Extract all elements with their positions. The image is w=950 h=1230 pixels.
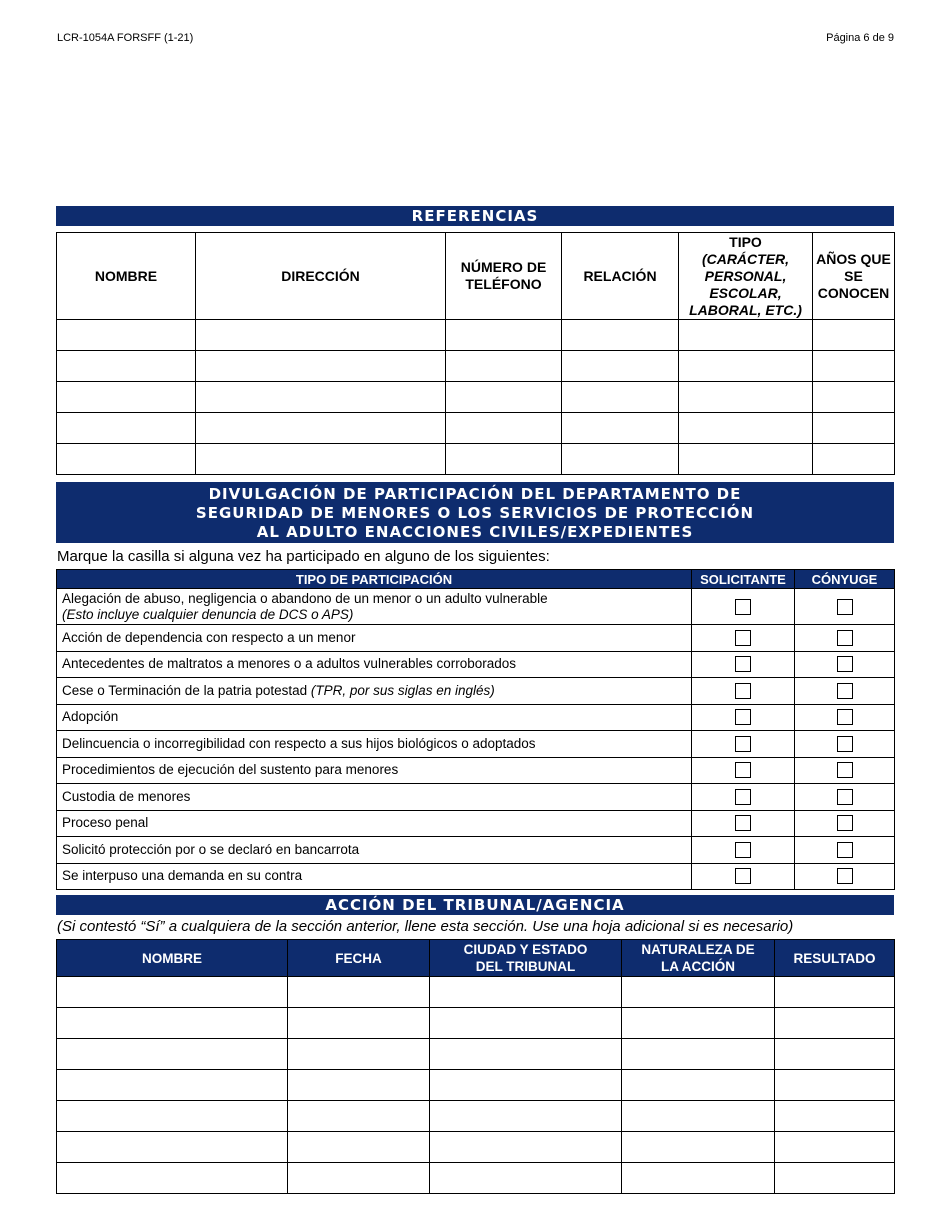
participation-label-text: Antecedentes de maltratos a menores o a adultos vulnerables corroborados — [62, 656, 517, 672]
col-relation: RELACIÓN — [562, 233, 679, 320]
court-nature-field[interactable] — [622, 1070, 775, 1101]
participation-row — [57, 784, 895, 811]
spouse-checkbox[interactable] — [837, 789, 853, 805]
applicant-checkbox-cell — [692, 678, 795, 705]
court-city-field[interactable] — [430, 1008, 622, 1039]
reference-years-field[interactable] — [813, 444, 895, 475]
applicant-checkbox-cell — [692, 837, 795, 864]
spouse-checkbox[interactable] — [837, 868, 853, 884]
col-phone: NÚMERO DE TELÉFONO — [446, 233, 562, 320]
court-name-field[interactable] — [57, 1070, 288, 1101]
participation-label-text: Adopción — [62, 709, 119, 725]
court-result-field[interactable] — [775, 977, 895, 1008]
col-type-detail: (CARÁCTER, PERSONAL, ESCOLAR, LABORAL, ETC.) — [689, 250, 802, 318]
participation-label-text: Proceso penal — [62, 815, 149, 831]
disclosure-title-line2: SEGURIDAD DE MENORES O LOS SERVICIOS DE PROTECCIÓN — [195, 504, 755, 522]
applicant-checkbox-cell — [692, 757, 795, 784]
applicant-checkbox-cell — [692, 651, 795, 678]
court-action-row — [57, 1132, 895, 1163]
participation-row — [57, 651, 895, 678]
court-nature-field[interactable] — [622, 977, 775, 1008]
court-nature-field[interactable] — [622, 1132, 775, 1163]
spouse-checkbox[interactable] — [837, 656, 853, 672]
reference-address-field[interactable] — [196, 351, 446, 382]
court-result-field[interactable] — [775, 1039, 895, 1070]
reference-name-field[interactable] — [57, 444, 196, 475]
reference-relation-field[interactable] — [562, 382, 679, 413]
reference-phone-field[interactable] — [446, 444, 562, 475]
court-city-field[interactable] — [430, 1039, 622, 1070]
reference-phone-field[interactable] — [446, 413, 562, 444]
court-action-row — [57, 1008, 895, 1039]
court-name-field[interactable] — [57, 1039, 288, 1070]
col-type — [679, 233, 813, 320]
participation-row — [57, 863, 895, 890]
participation-note: (TPR, por sus siglas en inglés) — [310, 682, 495, 698]
applicant-checkbox[interactable] — [735, 683, 751, 699]
reference-phone-field[interactable] — [446, 351, 562, 382]
reference-name-field[interactable] — [57, 320, 196, 351]
spouse-checkbox[interactable] — [837, 842, 853, 858]
reference-address-field[interactable] — [196, 413, 446, 444]
reference-type-field[interactable] — [679, 320, 813, 351]
reference-address-field[interactable] — [196, 320, 446, 351]
reference-years-field[interactable] — [813, 413, 895, 444]
applicant-checkbox[interactable] — [735, 599, 751, 615]
spouse-checkbox[interactable] — [837, 762, 853, 778]
court-result-field[interactable] — [775, 1070, 895, 1101]
col-court-nature-line2: LA ACCIÓN — [661, 959, 735, 974]
reference-row — [57, 444, 895, 475]
spouse-checkbox[interactable] — [837, 709, 853, 725]
applicant-checkbox[interactable] — [735, 656, 751, 672]
col-court-city — [430, 940, 622, 977]
spouse-checkbox-cell — [795, 784, 895, 811]
participation-row — [57, 678, 895, 705]
applicant-checkbox[interactable] — [735, 789, 751, 805]
reference-years-field[interactable] — [813, 351, 895, 382]
court-name-field[interactable] — [57, 1008, 288, 1039]
page-number: Página 6 de 9 — [826, 32, 894, 44]
applicant-checkbox-cell — [692, 784, 795, 811]
court-action-row — [57, 1039, 895, 1070]
participation-label-text: Custodia de menores — [62, 788, 191, 804]
applicant-checkbox-cell — [692, 625, 795, 652]
col-participation-type: TIPO DE PARTICIPACIÓN — [57, 570, 692, 589]
applicant-checkbox-cell — [692, 731, 795, 758]
participation-label — [57, 784, 692, 811]
col-court-city-line1: CIUDAD Y ESTADO — [463, 942, 588, 957]
col-court-nature-line1: NATURALEZA DE — [641, 942, 755, 957]
applicant-checkbox[interactable] — [735, 630, 751, 646]
reference-address-field[interactable] — [196, 382, 446, 413]
disclosure-instruction: Marque la casilla si alguna vez ha participado en alguno de los siguientes: — [57, 548, 550, 565]
participation-label — [57, 589, 692, 625]
col-spouse: CÓNYUGE — [795, 570, 895, 589]
reference-type-field[interactable] — [679, 444, 813, 475]
participation-row — [57, 757, 895, 784]
col-address: DIRECCIÓN — [196, 233, 446, 320]
court-date-field[interactable] — [288, 1008, 430, 1039]
court-action-row — [57, 977, 895, 1008]
court-action-table — [56, 939, 895, 1194]
reference-type-field[interactable] — [679, 351, 813, 382]
spouse-checkbox-cell — [795, 757, 895, 784]
disclosure-header — [56, 482, 894, 543]
participation-label-text: Solicitó protección por o se declaró en bancarrota — [62, 841, 360, 857]
court-date-field[interactable] — [288, 1132, 430, 1163]
court-nature-field[interactable] — [622, 1101, 775, 1132]
spouse-checkbox-cell — [795, 625, 895, 652]
applicant-checkbox[interactable] — [735, 709, 751, 725]
reference-name-field[interactable] — [57, 382, 196, 413]
participation-label — [57, 731, 692, 758]
court-city-field[interactable] — [430, 1163, 622, 1194]
participation-label — [57, 810, 692, 837]
spouse-checkbox[interactable] — [837, 599, 853, 615]
reference-row — [57, 320, 895, 351]
reference-years-field[interactable] — [813, 320, 895, 351]
references-header: REFERENCIAS — [56, 206, 894, 226]
col-court-nature — [622, 940, 775, 977]
participation-label-text: Alegación de abuso, negligencia o abandono de un menor o un adulto vulnerable — [62, 590, 548, 606]
participation-label — [57, 704, 692, 731]
applicant-checkbox[interactable] — [735, 762, 751, 778]
spouse-checkbox-cell — [795, 678, 895, 705]
reference-row — [57, 382, 895, 413]
col-applicant: SOLICITANTE — [692, 570, 795, 589]
col-type-label: TIPO — [729, 233, 762, 250]
court-nature-field[interactable] — [622, 1163, 775, 1194]
applicant-checkbox-cell — [692, 589, 795, 625]
reference-relation-field[interactable] — [562, 351, 679, 382]
reference-type-field[interactable] — [679, 413, 813, 444]
participation-note: (Esto incluye cualquier denuncia de DCS o APS) — [62, 606, 354, 622]
spouse-checkbox-cell — [795, 810, 895, 837]
disclosure-title-line3: AL ADULTO ENACCIONES CIVILES/EXPEDIENTES — [256, 523, 694, 541]
court-date-field[interactable] — [288, 1070, 430, 1101]
participation-row — [57, 810, 895, 837]
applicant-checkbox[interactable] — [735, 815, 751, 831]
court-name-field[interactable] — [57, 1101, 288, 1132]
participation-header-row — [57, 570, 895, 589]
participation-label — [57, 625, 692, 652]
court-date-field[interactable] — [288, 1101, 430, 1132]
participation-label-text: Delincuencia o incorregibilidad con respecto a sus hijos biológicos o adoptados — [62, 735, 536, 751]
reference-phone-field[interactable] — [446, 320, 562, 351]
court-city-field[interactable] — [430, 1132, 622, 1163]
participation-label-text: Procedimientos de ejecución del sustento para menores — [62, 762, 399, 778]
court-date-field[interactable] — [288, 1163, 430, 1194]
spouse-checkbox-cell — [795, 863, 895, 890]
col-years: AÑOS QUE SE CONOCEN — [813, 233, 895, 320]
court-nature-field[interactable] — [622, 1008, 775, 1039]
col-court-date: FECHA — [288, 940, 430, 977]
participation-label — [57, 837, 692, 864]
spouse-checkbox[interactable] — [837, 736, 853, 752]
court-result-field[interactable] — [775, 1163, 895, 1194]
participation-row — [57, 625, 895, 652]
spouse-checkbox[interactable] — [837, 630, 853, 646]
applicant-checkbox[interactable] — [735, 868, 751, 884]
references-table — [56, 232, 895, 475]
spouse-checkbox[interactable] — [837, 815, 853, 831]
court-action-row — [57, 1070, 895, 1101]
participation-label-text: Acción de dependencia con respecto a un menor — [62, 629, 356, 645]
spouse-checkbox-cell — [795, 837, 895, 864]
court-date-field[interactable] — [288, 977, 430, 1008]
applicant-checkbox[interactable] — [735, 842, 751, 858]
court-action-header: ACCIÓN DEL TRIBUNAL/AGENCIA — [56, 895, 894, 915]
spouse-checkbox-cell — [795, 651, 895, 678]
applicant-checkbox-cell — [692, 810, 795, 837]
participation-label — [57, 678, 692, 705]
reference-type-field[interactable] — [679, 382, 813, 413]
reference-relation-field[interactable] — [562, 320, 679, 351]
form-id: LCR-1054A FORSFF (1-21) — [57, 32, 194, 44]
participation-table — [56, 569, 895, 890]
reference-name-field[interactable] — [57, 413, 196, 444]
reference-years-field[interactable] — [813, 382, 895, 413]
court-action-row — [57, 1101, 895, 1132]
court-nature-field[interactable] — [622, 1039, 775, 1070]
reference-name-field[interactable] — [57, 351, 196, 382]
court-action-row — [57, 1163, 895, 1194]
court-date-field[interactable] — [288, 1039, 430, 1070]
court-city-field[interactable] — [430, 1101, 622, 1132]
reference-phone-field[interactable] — [446, 382, 562, 413]
court-result-field[interactable] — [775, 1132, 895, 1163]
col-court-city-line2: DEL TRIBUNAL — [475, 959, 576, 974]
spouse-checkbox-cell — [795, 589, 895, 625]
participation-label-text: Se interpuso una demanda en su contra — [62, 868, 303, 884]
applicant-checkbox[interactable] — [735, 736, 751, 752]
participation-label-text: Cese o Terminación de la patria potestad — [62, 682, 311, 698]
participation-row — [57, 731, 895, 758]
court-name-field[interactable] — [57, 1132, 288, 1163]
applicant-checkbox-cell — [692, 704, 795, 731]
spouse-checkbox-cell — [795, 704, 895, 731]
court-city-field[interactable] — [430, 1070, 622, 1101]
reference-row — [57, 351, 895, 382]
col-name: NOMBRE — [57, 233, 196, 320]
court-action-note: (Si contestó “Sí” a cualquiera de la sección anterior, llene esta sección. Use una hoja adicional si es necesario) — [57, 918, 794, 935]
court-header-row — [57, 940, 895, 977]
spouse-checkbox[interactable] — [837, 683, 853, 699]
court-city-field[interactable] — [430, 977, 622, 1008]
participation-label — [57, 863, 692, 890]
disclosure-title-line1: DIVULGACIÓN DE PARTICIPACIÓN DEL DEPARTAMENTO DE — [208, 485, 742, 503]
reference-row — [57, 413, 895, 444]
participation-row — [57, 837, 895, 864]
participation-row — [57, 704, 895, 731]
court-name-field[interactable] — [57, 1163, 288, 1194]
court-name-field[interactable] — [57, 977, 288, 1008]
court-result-field[interactable] — [775, 1101, 895, 1132]
participation-row — [57, 589, 895, 625]
court-result-field[interactable] — [775, 1008, 895, 1039]
col-court-name: NOMBRE — [57, 940, 288, 977]
reference-relation-field[interactable] — [562, 413, 679, 444]
references-header-row — [57, 233, 895, 320]
spouse-checkbox-cell — [795, 731, 895, 758]
participation-label — [57, 757, 692, 784]
reference-address-field[interactable] — [196, 444, 446, 475]
col-court-result: RESULTADO — [775, 940, 895, 977]
reference-relation-field[interactable] — [562, 444, 679, 475]
applicant-checkbox-cell — [692, 863, 795, 890]
participation-label — [57, 651, 692, 678]
